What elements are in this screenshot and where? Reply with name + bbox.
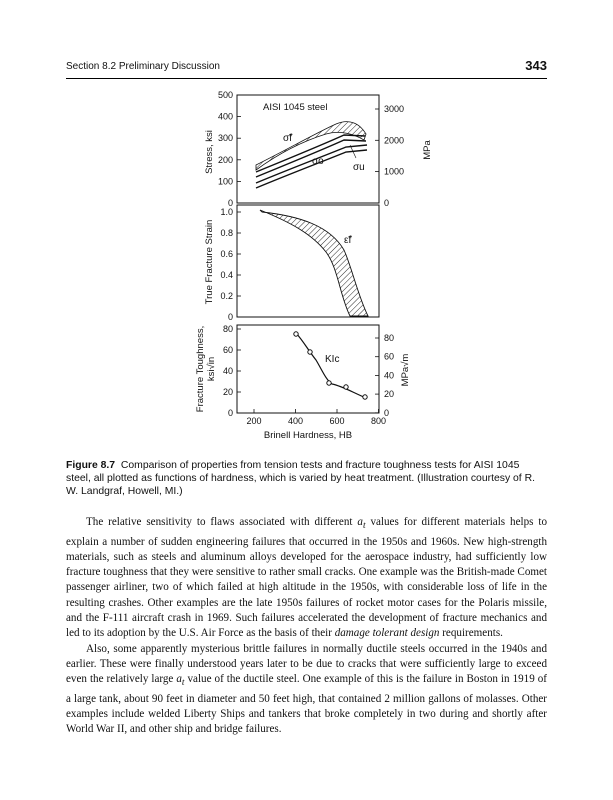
- tick-label: 0.2: [220, 291, 233, 301]
- tick-label: 20: [384, 389, 395, 400]
- tick-label: 2000: [384, 135, 405, 146]
- kic-curve: [296, 333, 366, 398]
- tick-label: 800: [370, 416, 387, 426]
- tick-label: 0.6: [220, 249, 233, 259]
- emphasis: damage tolerant design: [334, 627, 440, 640]
- strain-axis-label: True Fracture Strain: [204, 219, 215, 305]
- tick-label: 0: [227, 408, 233, 418]
- toughness-ticks-left: [223, 324, 241, 418]
- paragraph-text: values for different materials helps to explain a number of sudden engineering failures that occurred in the 1950s and 1960s. New high-strength materials, such as steels and aluminum alloys developed for the aerospace industry, had sufficiently low fracture toughness that they were sensitive to rather small cracks. One example was the British-made Comet passenger airliner, two of which failed at high altitude in the 1950s, with considerable loss of life in the resulting crashes. Other examples are the late 1950s failures of rocket motor cases for the Polaris missile, and the F-111 aircraft crash in 1969. Such failures accelerated the development of fracture mechanics and led to its adoption by the U.S. Air Force as the basis of their: [66, 516, 547, 640]
- tick-label: 40: [222, 366, 233, 376]
- kic-point: [327, 381, 331, 385]
- tick-label: 1000: [384, 166, 405, 177]
- variable-subscript: t: [181, 678, 185, 689]
- tick-label: 0: [384, 407, 390, 418]
- figure-label: Figure 8.7: [66, 460, 116, 471]
- tick-label: 80: [384, 333, 395, 343]
- label-true-fracture-stress: σ̃f: [283, 133, 292, 144]
- tick-label: 400: [217, 111, 233, 122]
- strain-ticks: [220, 207, 241, 322]
- mpa-root-m-axis-label: MPa√m: [400, 353, 411, 387]
- toughness-ticks-right: [375, 333, 394, 418]
- tick-label: 200: [246, 416, 262, 426]
- tick-label: 60: [222, 345, 233, 355]
- page-number: 343: [525, 58, 547, 73]
- tick-label: 0: [384, 197, 390, 208]
- tick-label: 1.0: [220, 207, 233, 217]
- stress-panel: [204, 90, 433, 208]
- mpa-axis-label: MPa: [422, 140, 433, 160]
- tick-label: 80: [222, 324, 233, 334]
- tick-label: 200: [217, 154, 233, 165]
- true-fracture-stress-band: [256, 122, 366, 170]
- stress-panel-title: AISI 1045 steel: [263, 102, 328, 113]
- tick-label: 0.4: [220, 270, 233, 280]
- paragraph-text: requirements.: [439, 627, 503, 640]
- paragraph: [66, 515, 547, 642]
- tick-label: 0.8: [220, 228, 233, 238]
- toughness-panel: [195, 324, 411, 441]
- paragraph: [66, 642, 547, 738]
- kic-point: [294, 332, 298, 336]
- tick-label: 600: [329, 416, 345, 426]
- hardness-axis-label: Brinell Hardness, HB: [263, 430, 353, 441]
- variable-a: a: [357, 516, 363, 528]
- variable-subscript: t: [362, 521, 366, 532]
- tick-label: 400: [287, 416, 304, 426]
- kic-point: [308, 350, 312, 354]
- toughness-axis-label-line2: ksi√in: [206, 356, 217, 382]
- section-title: Section 8.2 Preliminary Discussion: [66, 61, 220, 72]
- tick-label: 100: [217, 176, 233, 187]
- paragraph-text: value of the ductile steel. One example of this is the failure in Boston in 1919 of a large tank, about 90 feet in diameter and 50 feet high, that contained 2 million gallons of molasses. Other examples include welded Liberty Ships and tankers that broke completely in two during and shortly after World War II, and other ship and bridge failures.: [66, 673, 547, 736]
- toughness-panel-frame: [237, 325, 379, 413]
- hardness-ticks: [246, 409, 386, 426]
- body-text: [66, 515, 547, 738]
- tick-label: 500: [217, 90, 233, 100]
- tick-label: 60: [384, 351, 395, 362]
- paragraph-text: The relative sensitivity to flaws associated with different: [86, 516, 358, 528]
- kic-point: [344, 385, 348, 389]
- tick-label: 0: [227, 312, 233, 322]
- figure-caption: [66, 459, 536, 498]
- tick-label: 3000: [384, 104, 405, 114]
- label-true-fracture-strain: ε̃f: [344, 235, 352, 246]
- tick-label: 300: [217, 133, 233, 144]
- stress-ticks-left: [218, 90, 241, 208]
- label-kic: KIc: [325, 354, 340, 365]
- label-yield-strength: σo: [312, 156, 324, 167]
- true-fracture-strain-band: [260, 210, 368, 316]
- caption-text: Comparison of properties from tension tests and fracture toughness tests for AISI 1045 steel, all plotted as functions of hardness, which is varied by heat treatment. (Illustration courtesy of R. W. Landgraf, Howell, MI.): [66, 460, 535, 497]
- kic-point: [363, 395, 367, 399]
- tick-label: 40: [384, 370, 395, 381]
- tick-label: 0: [227, 198, 233, 208]
- paragraph-text: Also, some apparently mysterious brittle failures in normally ductile steels occurred in the 1940s and earlier. These were finally understood years later to be due to cracks that were sufficiently large to exceed even the relatively large: [66, 642, 547, 686]
- strain-panel: [204, 205, 379, 322]
- stress-axis-label: Stress, ksi: [204, 130, 215, 174]
- tick-label: 20: [222, 387, 233, 397]
- label-ultimate-strength: σu: [353, 162, 365, 173]
- variable-a: a: [176, 673, 182, 686]
- toughness-axis-label-line1: Fracture Toughness,: [195, 325, 206, 413]
